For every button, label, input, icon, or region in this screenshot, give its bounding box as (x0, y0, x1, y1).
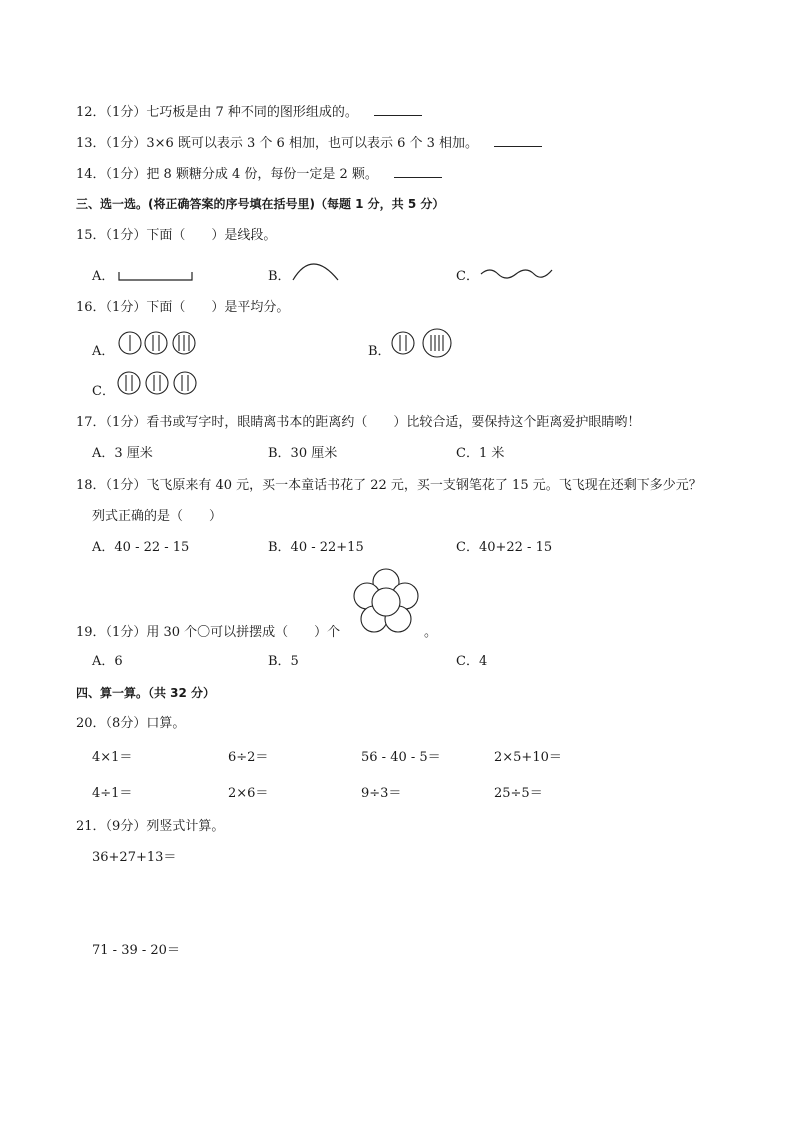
question-17-stem: 17．（1分）看书或写字时，眼睛离书本的距离约（ ）比较合适，要保持这个距离爱护眼睛哟！ (76, 415, 641, 430)
oral-calc-item: 2×6＝ (228, 786, 269, 801)
q19-option-c[interactable]: C．4 (456, 654, 488, 669)
oral-calc-item: 6÷2＝ (228, 750, 269, 765)
question-14-text: 14．（1分）把 8 颗糖分成 4 份，每份一定是 2 颗。 (76, 167, 378, 182)
vertical-calc-expression-1: 36+27+13＝ (92, 850, 177, 865)
tally-circles-figure-b (391, 330, 453, 356)
answer-blank[interactable] (374, 103, 422, 116)
question-16-stem: 16．（1分）下面（ ）是平均分。 (76, 300, 290, 315)
question-12-text: 12．（1分）七巧板是由 7 种不同的图形组成的。 (76, 105, 358, 120)
q16-option-b-label[interactable]: B． (368, 344, 391, 359)
q17-option-c[interactable]: C．1 米 (456, 446, 505, 461)
question-21-stem: 21．（9分）列竖式计算。 (76, 819, 225, 834)
line-segment-figure (118, 270, 194, 282)
oral-calc-item: 9÷3＝ (361, 786, 402, 801)
vertical-calc-expression-2: 71 - 39 - 20＝ (92, 943, 180, 958)
q18-option-a[interactable]: A．40 - 22 - 15 (92, 540, 190, 555)
q18-option-b[interactable]: B．40 - 22+15 (268, 540, 364, 555)
oral-calc-item: 56 - 40 - 5＝ (361, 750, 441, 765)
q15-option-b-label[interactable]: B． (268, 269, 291, 284)
section-3-title: 三、选一选。(将正确答案的序号填在括号里)（每题 1 分，共 5 分） (76, 197, 445, 211)
q19-option-b[interactable]: B．5 (268, 654, 299, 669)
question-19-stem: 19．（1分）用 30 个〇可以拼摆成（ ）个 (76, 625, 341, 640)
tally-circles-figure-c (117, 370, 201, 396)
oral-calc-item: 25÷5＝ (494, 786, 543, 801)
question-12 (76, 103, 422, 121)
question-14 (76, 165, 442, 183)
answer-blank[interactable] (394, 165, 442, 178)
question-18-stem: 18．（1分）飞飞原来有 40 元，买一本童话书花了 22 元，买一支钢笔花了 15 元。飞飞现在还剩下多少元？ (76, 478, 702, 493)
q17-option-b[interactable]: B．30 厘米 (268, 446, 338, 461)
q15-option-a-label[interactable]: A． (92, 269, 115, 284)
question-19-end: 。 (424, 625, 438, 640)
tally-circles-figure-a (118, 330, 200, 356)
q17-option-a[interactable]: A．3 厘米 (92, 446, 153, 461)
question-20-stem: 20．（8分）口算。 (76, 716, 186, 731)
question-13-text: 13．（1分）3×6 既可以表示 3 个 6 相加，也可以表示 6 个 3 相加。 (76, 136, 479, 151)
wavy-line-figure (480, 266, 554, 282)
question-13 (76, 134, 542, 152)
arc-curve-figure (292, 258, 340, 282)
oral-calc-item: 2×5+10＝ (494, 750, 562, 765)
answer-blank[interactable] (494, 134, 542, 147)
q18-option-c[interactable]: C．40+22 - 15 (456, 540, 553, 555)
q19-option-a[interactable]: A．6 (92, 654, 123, 669)
q16-option-a-label[interactable]: A． (92, 344, 115, 359)
question-18-stem-line2: 列式正确的是（ ） (92, 509, 223, 524)
oral-calc-item: 4÷1＝ (92, 786, 133, 801)
flower-circles-figure (350, 566, 422, 638)
oral-calc-item: 4×1＝ (92, 750, 133, 765)
q16-option-c-label[interactable]: C． (92, 384, 115, 399)
question-15-stem: 15．（1分）下面（ ）是线段。 (76, 228, 277, 243)
section-4-title: 四、算一算。（共 32 分） (76, 686, 216, 700)
q15-option-c-label[interactable]: C． (456, 269, 479, 284)
